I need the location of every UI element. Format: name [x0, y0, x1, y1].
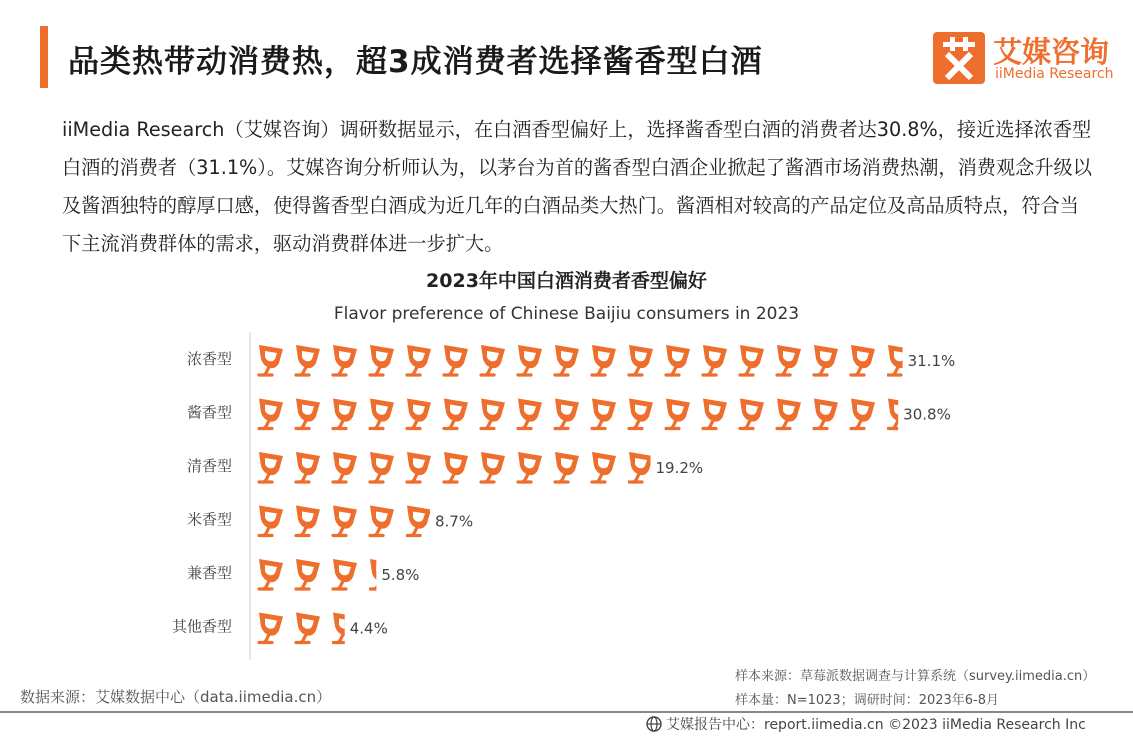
wine-glass-icon	[592, 399, 616, 429]
logo-text-en: iiMedia Research	[995, 66, 1114, 82]
wine-glass-icon	[407, 452, 431, 482]
wine-glass-icon	[259, 345, 283, 375]
value-label: 19.2%	[655, 459, 704, 477]
wine-glass-icon	[259, 399, 283, 429]
wine-glass-icon	[518, 399, 542, 429]
data-source: 数据来源：艾媒数据中心（data.iimedia.cn）	[20, 688, 332, 706]
wine-glass-icon	[740, 345, 764, 375]
logo-text-cn: 艾媒咨询	[993, 35, 1110, 69]
wine-glass-icon	[666, 399, 690, 429]
value-label: 4.4%	[349, 619, 388, 638]
pictograph-bar-chart	[0, 330, 1133, 660]
wine-glass-icon	[333, 345, 357, 375]
logo-mark-icon	[933, 32, 985, 84]
wine-glass-icon	[740, 399, 764, 429]
wine-glass-icon	[370, 452, 394, 482]
wine-glass-icon	[481, 399, 505, 429]
wine-glass-icon	[333, 559, 357, 589]
page-title: 品类热带动消费热，超3成消费者选择酱香型白酒	[68, 44, 763, 80]
category-label: 米香型	[186, 510, 232, 529]
footer-text: 艾媒报告中心：report.iimedia.cn ©2023 iiMedia Research Inc	[666, 717, 1086, 733]
wine-glass-icon	[629, 345, 653, 375]
wine-glass-icon	[296, 506, 320, 536]
wine-glass-icon	[259, 506, 283, 536]
wine-glass-icon	[296, 345, 320, 375]
wine-glass-icon	[296, 452, 320, 482]
wine-glass-icon	[296, 559, 320, 589]
title-accent-bar	[40, 26, 48, 88]
wine-glass-icon	[555, 345, 579, 375]
wine-glass-icon	[444, 399, 468, 429]
wine-glass-icon	[444, 345, 468, 375]
value-label: 5.8%	[381, 566, 420, 584]
wine-glass-icon	[407, 506, 431, 536]
wine-glass-icon	[481, 345, 505, 375]
wine-glass-icon	[333, 399, 357, 429]
wine-glass-icon	[629, 452, 653, 482]
value-label: 30.8%	[903, 405, 951, 424]
value-label: 8.7%	[435, 512, 474, 531]
wine-glass-icon	[777, 345, 801, 375]
wine-glass-icon	[259, 559, 283, 589]
wine-glass-icon	[259, 613, 283, 643]
wine-glass-icon	[703, 345, 727, 375]
wine-glass-icon	[851, 399, 875, 429]
wine-glass-icon	[814, 399, 838, 429]
wine-glass-icon	[555, 399, 579, 429]
wine-glass-icon	[296, 399, 320, 429]
wine-glass-icon	[370, 506, 394, 536]
wine-glass-icon	[518, 452, 542, 482]
category-label: 酱香型	[186, 403, 232, 422]
category-label: 兼香型	[186, 564, 232, 582]
category-label: 清香型	[186, 457, 232, 475]
wine-glass-icon	[333, 452, 357, 482]
wine-glass-icon	[370, 345, 394, 375]
wine-glass-icon	[814, 345, 838, 375]
footer-divider	[0, 711, 1133, 713]
intro-paragraph: iiMedia Research（艾媒咨询）调研数据显示，在白酒香型偏好上，选择酱香型白酒的消费者达30.8%，接近选择浓香型白酒的消费者（31.1%）。艾媒咨询分析师认为，以茅台为首的酱香型白酒企业掀起了酱酒市场消费热潮，消费观念升级以及酱酒独特的醇厚口感，使得酱香型白酒成为近几年的白酒品类大热门。酱酒相对较高的产品定位及高品质特点，符合当下主流消费群体的需求，驱动消费群体进一步扩大。	[62, 118, 1092, 255]
wine-glass-icon	[629, 399, 653, 429]
wine-glass-icon	[703, 399, 727, 429]
wine-glass-icon	[296, 613, 320, 643]
wine-glass-icon	[777, 399, 801, 429]
wine-glass-icon	[444, 452, 468, 482]
wine-glass-icon	[851, 345, 875, 375]
wine-glass-icon	[481, 452, 505, 482]
wine-glass-icon	[370, 399, 394, 429]
wine-glass-icon	[592, 345, 616, 375]
globe-icon	[646, 716, 662, 736]
wine-glass-icon	[259, 452, 283, 482]
sample-info: 样本量：N=1023；调研时间：2023年6-8月	[735, 693, 1000, 708]
value-label: 31.1%	[907, 352, 956, 370]
category-label: 浓香型	[186, 350, 232, 368]
chart-title: 2023年中国白酒消费者香型偏好	[426, 270, 707, 292]
wine-glass-icon	[407, 399, 431, 429]
wine-glass-icon	[333, 506, 357, 536]
wine-glass-icon	[518, 345, 542, 375]
category-label: 其他香型	[171, 617, 232, 636]
wine-glass-icon	[592, 452, 616, 482]
wine-glass-icon	[407, 345, 431, 375]
wine-glass-icon	[555, 452, 579, 482]
sample-source: 样本来源：草莓派数据调查与计算系统（survey.iimedia.cn）	[735, 669, 1096, 684]
chart-subtitle: Flavor preference of Chinese Baijiu consumers in 2023	[333, 304, 800, 324]
footer	[646, 714, 1086, 736]
wine-glass-icon	[666, 345, 690, 375]
brand-logo	[933, 30, 1113, 86]
